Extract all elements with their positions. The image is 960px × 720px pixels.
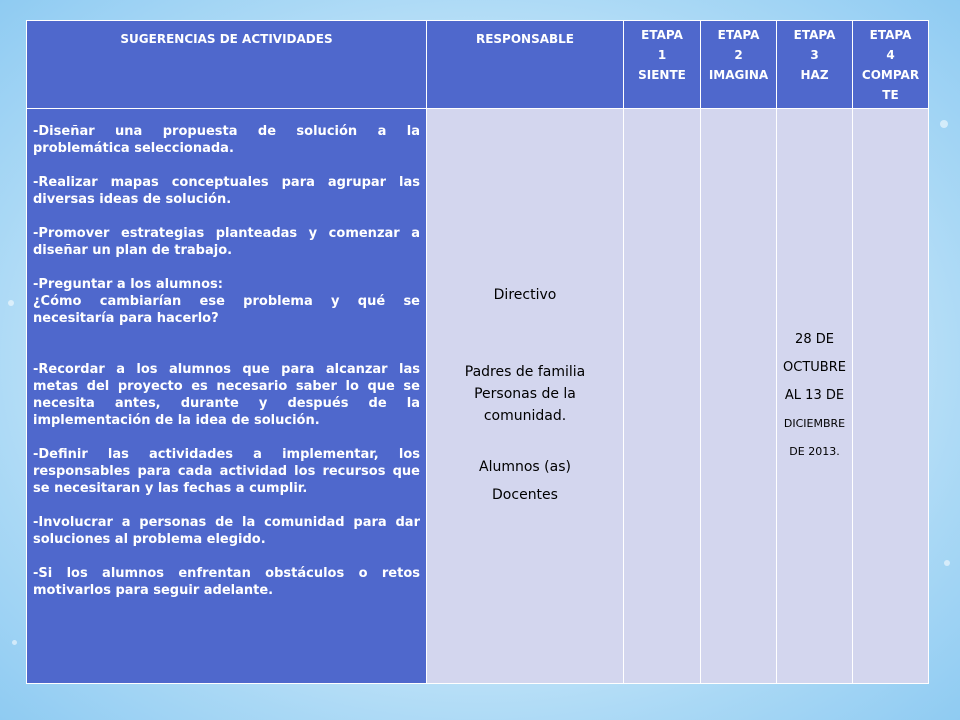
background-sparkle (944, 560, 950, 566)
header-stage-2 (701, 21, 777, 109)
stage-4-number: 4 (886, 48, 895, 62)
date-line: DE 2013. (789, 445, 840, 458)
stage-4-name-part2: TE (882, 88, 899, 102)
body-row (27, 109, 929, 684)
activities-table (26, 20, 929, 684)
date-line: 28 DE (795, 332, 834, 347)
stage-2-name: IMAGINA (708, 68, 769, 82)
stage-1-label: ETAPA (641, 28, 683, 42)
responsible-directivo: Directivo (493, 287, 557, 303)
header-stage-1 (624, 21, 701, 109)
responsible-alumnos: Alumnos (as) (479, 459, 571, 475)
stage-1-number: 1 (657, 48, 667, 62)
activity-item: -Realizar mapas conceptuales para agrupar las diversas ideas de solución. (33, 175, 420, 207)
activity-item: -Preguntar a los alumnos: (33, 277, 223, 292)
stage-2-number: 2 (734, 48, 743, 62)
activity-item: -Definir las actividades a implementar, los responsables para cada actividad los recursos que se necesitaran y las fechas a cumplir. (33, 447, 420, 496)
date-line: DICIEMBRE (783, 417, 846, 430)
activity-item: ¿Cómo cambiarían ese problema y qué se necesitaría para hacerlo? (33, 294, 420, 326)
background-sparkle (940, 120, 948, 128)
stage-1-cell (624, 109, 701, 684)
background-sparkle (12, 640, 17, 645)
header-stage-4 (853, 21, 929, 109)
stage-3-number: 3 (810, 48, 819, 62)
responsible-personas: Personas de la comunidad. (474, 386, 576, 424)
stage-2-label: ETAPA (717, 28, 760, 42)
activity-item: -Involucrar a personas de la comunidad para dar soluciones al problema elegido. (33, 515, 420, 547)
header-activities: SUGERENCIAS DE ACTIVIDADES (27, 21, 427, 109)
stage-4-cell (853, 109, 929, 684)
activity-item: -Diseñar una propuesta de solución a la problemática seleccionada. (33, 124, 420, 156)
stage-3-dates-cell (777, 109, 853, 684)
responsible-docentes: Docentes (492, 487, 558, 503)
date-line: AL 13 DE (784, 388, 845, 403)
responsible-padres: Padres de familia (464, 364, 586, 380)
date-line: OCTUBRE (783, 360, 846, 375)
responsible-cell (427, 109, 624, 684)
stage-1-name: SIENTE (638, 68, 686, 82)
header-responsible: RESPONSABLE (427, 21, 624, 109)
stage-2-cell (701, 109, 777, 684)
stage-4-name-part1: COMPAR (861, 68, 920, 82)
stage-4-label: ETAPA (869, 28, 912, 42)
background-sparkle (8, 300, 14, 306)
header-stage-3 (777, 21, 853, 109)
stage-3-label: ETAPA (793, 28, 836, 42)
header-row (27, 21, 929, 109)
activity-item: -Si los alumnos enfrentan obstáculos o retos motivarlos para seguir adelante. (33, 566, 420, 598)
stage-3-name: HAZ (800, 68, 829, 82)
activities-cell (27, 109, 427, 684)
activity-item: -Recordar a los alumnos que para alcanzar las metas del proyecto es necesario saber lo que se necesita antes, durante y después de la implementación de la idea de solución. (33, 362, 420, 428)
activity-item: -Promover estrategias planteadas y comenzar a diseñar un plan de trabajo. (33, 226, 420, 258)
